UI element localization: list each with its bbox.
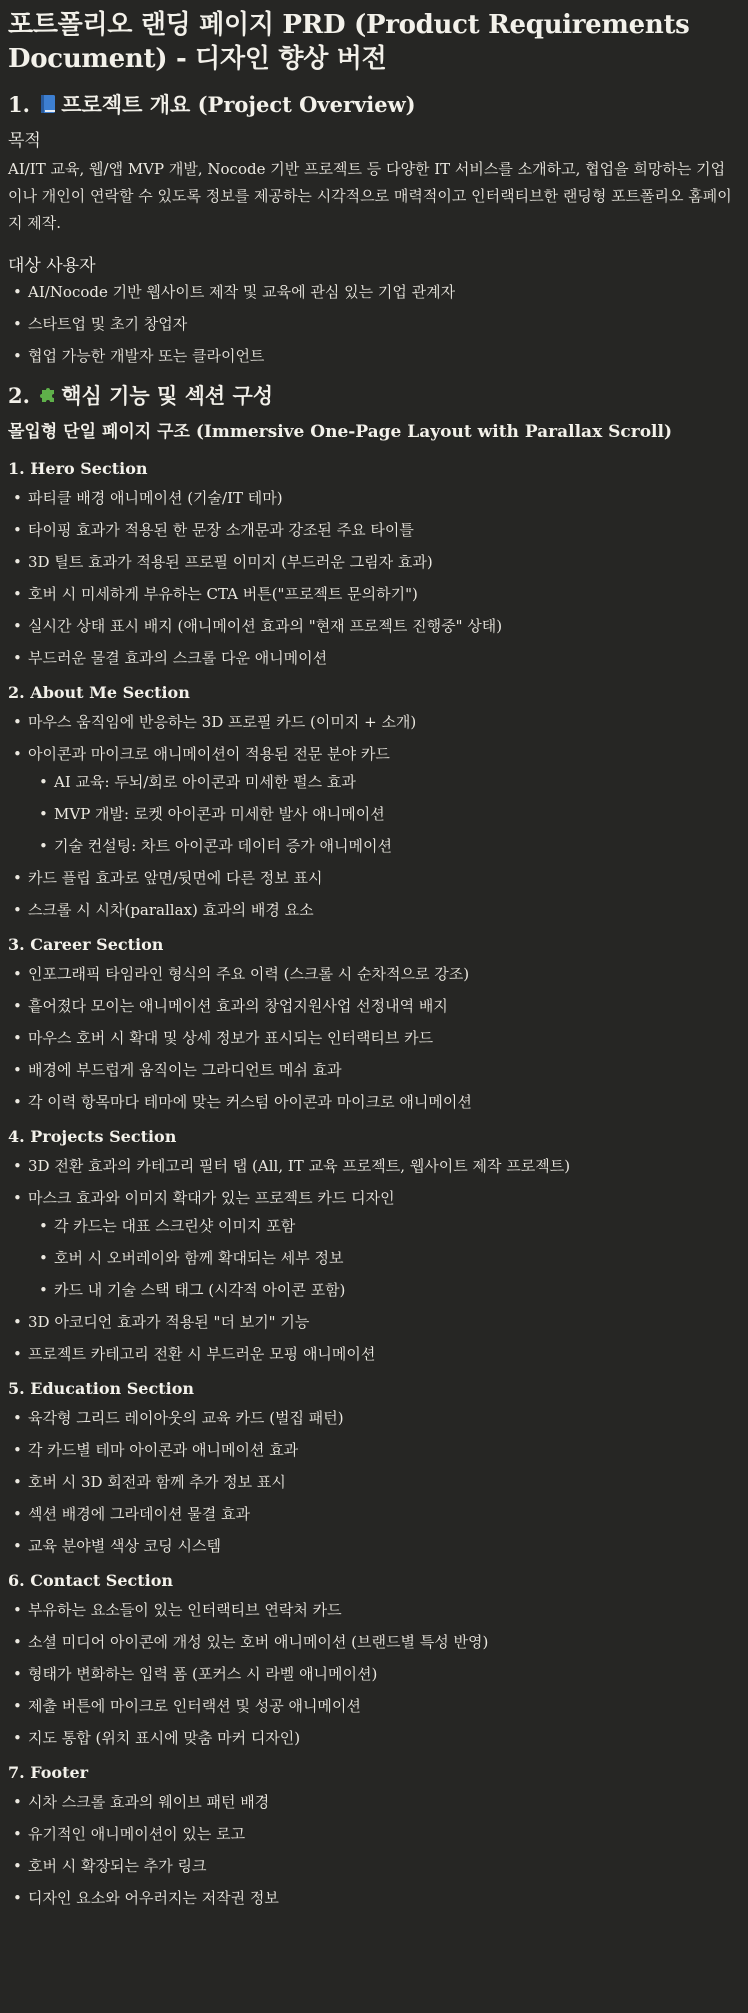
list-item-text: 인포그래픽 타임라인 형식의 주요 이력 (스크롤 시 순차적으로 강조) xyxy=(28,965,470,983)
section-heading: 4. Projects Section xyxy=(8,1127,177,1146)
list-item xyxy=(28,711,738,733)
list-item-text: 호버 시 확장되는 추가 링크 xyxy=(28,1857,207,1875)
structure-label: 몰입형 단일 페이지 구조 (Immersive One-Page Layout with Parallax Scroll) xyxy=(8,422,673,442)
list-item-text: 프로젝트 카테고리 전환 시 부드러운 모핑 애니메이션 xyxy=(28,1345,376,1363)
list-item xyxy=(28,1823,738,1845)
list-item xyxy=(28,487,738,509)
list-item-text: 시차 스크롤 효과의 웨이브 패턴 배경 xyxy=(28,1793,270,1811)
list-item xyxy=(28,1535,738,1557)
list-item-text: 마우스 움직임에 반응하는 3D 프로필 카드 (이미지 + 소개) xyxy=(28,713,417,731)
list-item xyxy=(28,743,738,857)
list-item xyxy=(28,647,738,669)
list-item xyxy=(28,899,738,921)
list-item-text: 아이콘과 마이크로 애니메이션이 적용된 전문 분야 카드 xyxy=(28,745,390,763)
overview-heading: 1. 프로젝트 개요 (Project Overview) xyxy=(8,92,416,117)
list-item xyxy=(28,1887,738,1909)
list-item xyxy=(28,1791,738,1813)
section-heading: 6. Contact Section xyxy=(8,1571,174,1590)
section-heading: 5. Education Section xyxy=(8,1379,194,1398)
list-item-text: 마우스 호버 시 확대 및 상세 정보가 표시되는 인터랙티브 카드 xyxy=(28,1029,434,1047)
purpose-text: AI/IT 교육, 웹/앱 MVP 개발, Nocode 기반 프로젝트 등 다양한 IT 서비스를 소개하고, 협업을 희망하는 기업이나 개인이 연락할 수 있도록 정보를 제공하는 시각적으로 매력적이고 인터랙티브한 랜딩형 포트폴리오 홈페이지 제작. xyxy=(8,160,732,232)
list-item xyxy=(28,1155,738,1177)
list-item xyxy=(28,1027,738,1049)
features-heading: 2. 핵심 기능 및 섹션 구성 xyxy=(8,383,274,408)
list-item-text: 흩어졌다 모이는 애니메이션 효과의 창업지원사업 선정내역 배지 xyxy=(28,997,448,1015)
list-item-text: 호버 시 3D 회전과 함께 추가 정보 표시 xyxy=(28,1473,286,1491)
list-item xyxy=(28,1663,738,1685)
list-item-text: 3D 틸트 효과가 적용된 프로필 이미지 (부드러운 그림자 효과) xyxy=(28,553,433,571)
list-item xyxy=(28,1091,738,1113)
list-item xyxy=(28,1631,738,1653)
list-item xyxy=(28,1727,738,1749)
list-item-text: 타이핑 효과가 적용된 한 문장 소개문과 강조된 주요 타이틀 xyxy=(28,521,414,539)
list-item-text: 마스크 효과와 이미지 확대가 있는 프로젝트 카드 디자인 xyxy=(28,1189,395,1207)
sub-list-item: • 기술 컨설팅: 차트 아이콘과 데이터 증가 애니메이션 xyxy=(54,835,738,857)
list-item xyxy=(28,867,738,889)
list-item xyxy=(28,1855,738,1877)
list-item xyxy=(28,1439,738,1461)
blue-book-icon xyxy=(39,93,57,115)
list-item xyxy=(28,1599,738,1621)
sub-list xyxy=(28,771,738,857)
list-item-text: 3D 아코디언 효과가 적용된 "더 보기" 기능 xyxy=(28,1313,310,1331)
list-item xyxy=(28,1343,738,1365)
list-item: • 협업 가능한 개발자 또는 클라이언트 xyxy=(28,345,738,367)
list-item-text: 3D 전환 효과의 카테고리 필터 탭 (All, IT 교육 프로젝트, 웹사이트 제작 프로젝트) xyxy=(28,1157,571,1175)
list-item xyxy=(28,583,738,605)
list-item xyxy=(28,551,738,573)
list-item-text: 소셜 미디어 아이콘에 개성 있는 호버 애니메이션 (브랜드별 특성 반영) xyxy=(28,1633,489,1651)
section-heading: 7. Footer xyxy=(8,1763,89,1782)
section-list xyxy=(8,1599,738,1749)
list-item-text: 섹션 배경에 그라데이션 물결 효과 xyxy=(28,1505,250,1523)
list-item-text: 디자인 요소와 어우러지는 저작권 정보 xyxy=(28,1889,279,1907)
list-item-text: 부유하는 요소들이 있는 인터랙티브 연락처 카드 xyxy=(28,1601,342,1619)
list-item xyxy=(28,1407,738,1429)
list-item-text: 형태가 변화하는 입력 폼 (포커스 시 라벨 애니메이션) xyxy=(28,1665,378,1683)
list-item xyxy=(28,1695,738,1717)
section-list xyxy=(8,1791,738,1909)
list-item xyxy=(28,995,738,1017)
sub-list-item: • 각 카드는 대표 스크린샷 이미지 포함 xyxy=(54,1215,738,1237)
audience-label: 대상 사용자 xyxy=(8,256,96,276)
list-item-text: 유기적인 애니메이션이 있는 로고 xyxy=(28,1825,246,1843)
list-item xyxy=(28,1187,738,1301)
list-item-text: 호버 시 미세하게 부유하는 CTA 버튼("프로젝트 문의하기") xyxy=(28,585,418,603)
purpose-label: 목적 xyxy=(8,131,41,151)
list-item: • AI/Nocode 기반 웹사이트 제작 및 교육에 관심 있는 기업 관계자 xyxy=(28,281,738,303)
list-item-text: 파티클 배경 애니메이션 (기술/IT 테마) xyxy=(28,489,283,507)
list-item xyxy=(28,1059,738,1081)
document-title: 포트폴리오 랜딩 페이지 PRD (Product Requirements Document) - 디자인 향상 버전 xyxy=(8,10,690,74)
list-item-text: 각 카드별 테마 아이콘과 애니메이션 효과 xyxy=(28,1441,299,1459)
list-item-text: 실시간 상태 표시 배지 (애니메이션 효과의 "현재 프로젝트 진행중" 상태) xyxy=(28,617,503,635)
sub-list-item: • MVP 개발: 로켓 아이콘과 미세한 발사 애니메이션 xyxy=(54,803,738,825)
list-item-text: 지도 통합 (위치 표시에 맞춤 마커 디자인) xyxy=(28,1729,301,1747)
list-item xyxy=(28,615,738,637)
section-list xyxy=(8,1407,738,1557)
sub-list-item: • 카드 내 기술 스택 태그 (시각적 아이콘 포함) xyxy=(54,1279,738,1301)
sub-list-item: • AI 교육: 두뇌/회로 아이콘과 미세한 펄스 효과 xyxy=(54,771,738,793)
puzzle-piece-icon xyxy=(39,384,57,406)
list-item-text: 카드 플립 효과로 앞면/뒷면에 다른 정보 표시 xyxy=(28,869,323,887)
list-item-text: 제출 버튼에 마이크로 인터랙션 및 성공 애니메이션 xyxy=(28,1697,361,1715)
list-item-text: 배경에 부드럽게 움직이는 그라디언트 메쉬 효과 xyxy=(28,1061,342,1079)
list-item xyxy=(28,1503,738,1525)
section-list xyxy=(8,711,738,921)
list-item-text: 교육 분야별 색상 코딩 시스템 xyxy=(28,1537,221,1555)
section-list xyxy=(8,487,738,669)
list-item xyxy=(28,519,738,541)
section-list xyxy=(8,963,738,1113)
section-list xyxy=(8,1155,738,1365)
section-heading: 2. About Me Section xyxy=(8,683,190,702)
audience-list xyxy=(8,281,738,367)
list-item xyxy=(28,963,738,985)
sub-list xyxy=(28,1215,738,1301)
feature-sections xyxy=(8,457,738,1909)
list-item xyxy=(28,1471,738,1493)
list-item-text: 부드러운 물결 효과의 스크롤 다운 애니메이션 xyxy=(28,649,328,667)
section-heading: 3. Career Section xyxy=(8,935,164,954)
list-item-text: 각 이력 항목마다 테마에 맞는 커스텀 아이콘과 마이크로 애니메이션 xyxy=(28,1093,472,1111)
list-item: • 스타트업 및 초기 창업자 xyxy=(28,313,738,335)
section-heading: 1. Hero Section xyxy=(8,459,148,478)
list-item-text: 육각형 그리드 레이아웃의 교육 카드 (벌집 패턴) xyxy=(28,1409,344,1427)
sub-list-item: • 호버 시 오버레이와 함께 확대되는 세부 정보 xyxy=(54,1247,738,1269)
list-item-text: 스크롤 시 시차(parallax) 효과의 배경 요소 xyxy=(28,901,314,919)
list-item xyxy=(28,1311,738,1333)
